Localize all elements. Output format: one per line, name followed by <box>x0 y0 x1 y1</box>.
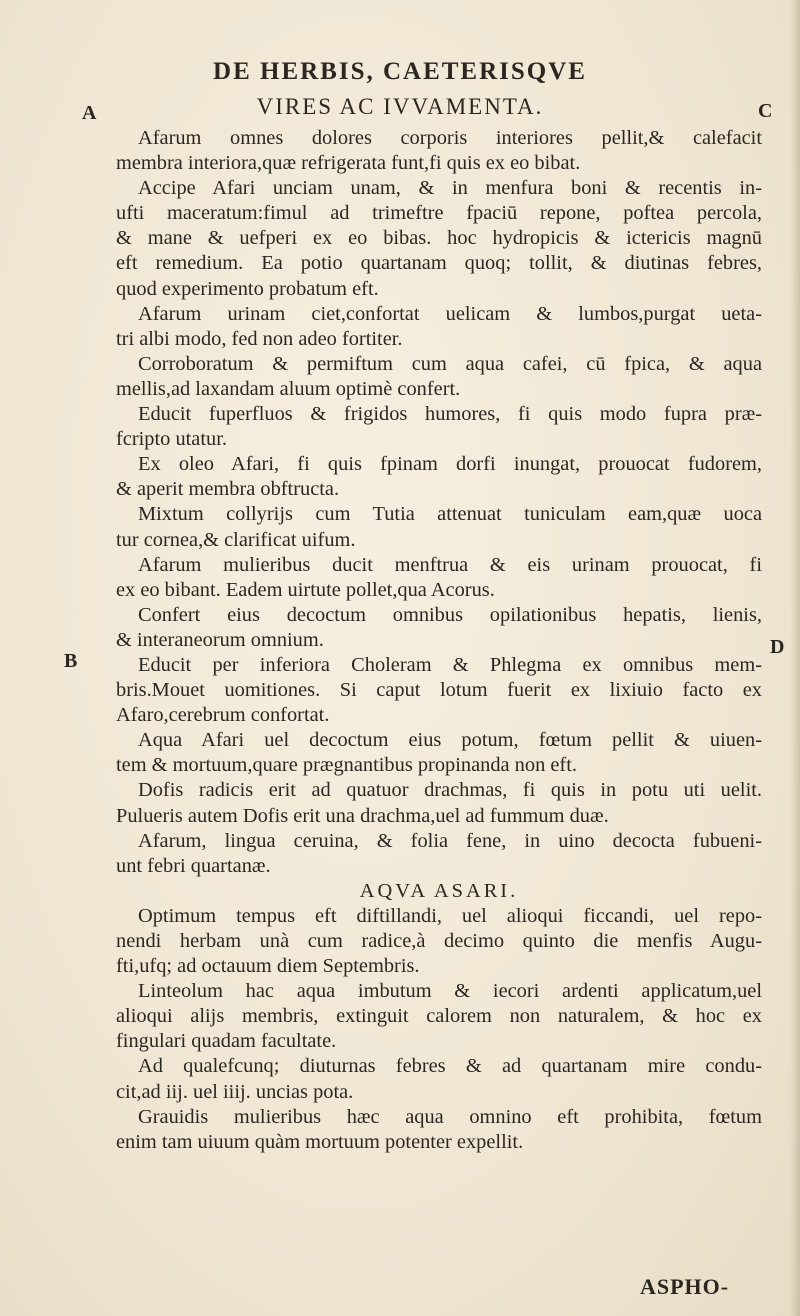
text-line: Dofis radicis erit ad quatuor drachmas, fi quis in potu uti uelit. <box>138 779 762 802</box>
text-line: Afarum, lingua ceruina, & folia fene, in uino decocta fubueni- <box>138 829 762 852</box>
text-line: Pulueris autem Dofis erit una drachma,uel ad fummum duæ. <box>116 804 609 827</box>
text-line: ufti maceratum:fimul ad trimeftre fpaciū repone, poftea percola, <box>116 202 762 225</box>
text-line: Educit per inferiora Choleram & Phlegma ex omnibus mem- <box>138 653 762 676</box>
text-line: mellis,ad laxandam aluum optimè confert. <box>116 377 461 400</box>
text-line: tur cornea,& clarificat uifum. <box>116 528 356 551</box>
text-line: Mixtum collyrijs cum Tutia attenuat tuniculam eam,quæ uoca <box>138 503 762 526</box>
text-line: Afarum mulieribus ducit menftrua & eis urinam prouocat, fi <box>138 553 762 576</box>
text-line: Grauidis mulieribus hæc aqua omnino eft prohibita, fœtum <box>138 1105 762 1128</box>
text-line: membra interiora,quæ refrigerata funt,fi quis ex eo bibat. <box>116 152 581 175</box>
text-line: enim tam uiuum quàm mortuum potenter expellit. <box>116 1130 524 1153</box>
text-line: Aqua Afari uel decoctum eius potum, fœtum pellit & uiuen- <box>138 729 762 752</box>
text-line: & interaneorum omnium. <box>116 628 324 651</box>
text-line: & aperit membra obftructa. <box>116 478 340 501</box>
text-line: tri albi modo, fed non adeo fortiter. <box>116 327 403 350</box>
text-line: fcripto utatur. <box>116 428 227 451</box>
text-line: Afarum omnes dolores corporis interiores pellit,& calefacit <box>138 127 762 149</box>
text-line: unt febri quartanæ. <box>116 854 271 877</box>
text-line: alioqui alijs membris, extinguit calorem non naturalem, & hoc ex <box>116 1005 762 1028</box>
margin-letter-a: A <box>82 102 97 124</box>
text-line: ex eo bibant. Eadem uirtute pollet,qua Acorus. <box>116 578 495 601</box>
text-line: tem & mortuum,quare prægnantibus propinanda non eft. <box>116 754 577 777</box>
text-line: Afaro,cerebrum confortat. <box>116 704 330 727</box>
margin-letter-d: D <box>770 636 785 658</box>
text-line: nendi herbam unà cum radice,à decimo quinto die menfis Augu- <box>116 930 762 952</box>
margin-letter-c: C <box>758 100 773 122</box>
text-line: fti,ufq; ad octauum diem Septembris. <box>116 955 420 978</box>
text-line: Corroboratum & permiftum cum aqua cafei, cū fpica, & aqua <box>138 352 762 375</box>
text-line: Educit fuperfluos & frigidos humores, fi quis modo fupra præ- <box>138 403 762 426</box>
text-line: Ad qualefcunq; diuturnas febres & ad quartanam mire condu- <box>138 1055 762 1078</box>
running-head: DE HERBIS, CAETERISQVE <box>213 58 587 85</box>
running-subhead: VIRES AC IVVAMENTA. <box>256 94 544 119</box>
text-line: Confert eius decoctum omnibus opilationibus hepatis, lienis, <box>138 603 762 626</box>
text-line: fingulari quadam facultate. <box>116 1030 337 1053</box>
margin-letter-b: B <box>64 650 78 672</box>
body-text <box>116 126 762 1155</box>
text-line: Ex oleo Afari, fi quis fpinam dorfi inungat, prouocat fudorem, <box>138 453 762 476</box>
text-line: Linteolum hac aqua imbutum & iecori ardenti applicatum,uel <box>138 980 762 1003</box>
text-line: Optimum tempus eft diftillandi, uel alioqui ficcandi, uel repo- <box>138 904 762 927</box>
catchword: ASPHO- <box>640 1274 730 1299</box>
text-line: bris.Mouet uomitiones. Si caput lotum fuerit ex lixiuio facto ex <box>116 679 762 702</box>
text-line: Accipe Afari unciam unam, & in menfura boni & recentis in- <box>138 177 762 200</box>
text-line: & mane & uefperi ex eo bibas. hoc hydropicis & ictericis magnū <box>116 227 762 250</box>
text-line: Afarum urinam ciet,confortat uelicam & lumbos,purgat ueta- <box>138 302 762 325</box>
text-line: cit,ad iij. uel iiij. uncias pota. <box>116 1080 354 1103</box>
text-line: eft remedium. Ea potio quartanam quoq; tollit, & diutinas febres, <box>116 252 762 275</box>
section-title: AQVA ASARI. <box>359 879 519 902</box>
text-line: quod experimento probatum eft. <box>116 277 379 300</box>
page-edge-shadow <box>790 0 800 1316</box>
